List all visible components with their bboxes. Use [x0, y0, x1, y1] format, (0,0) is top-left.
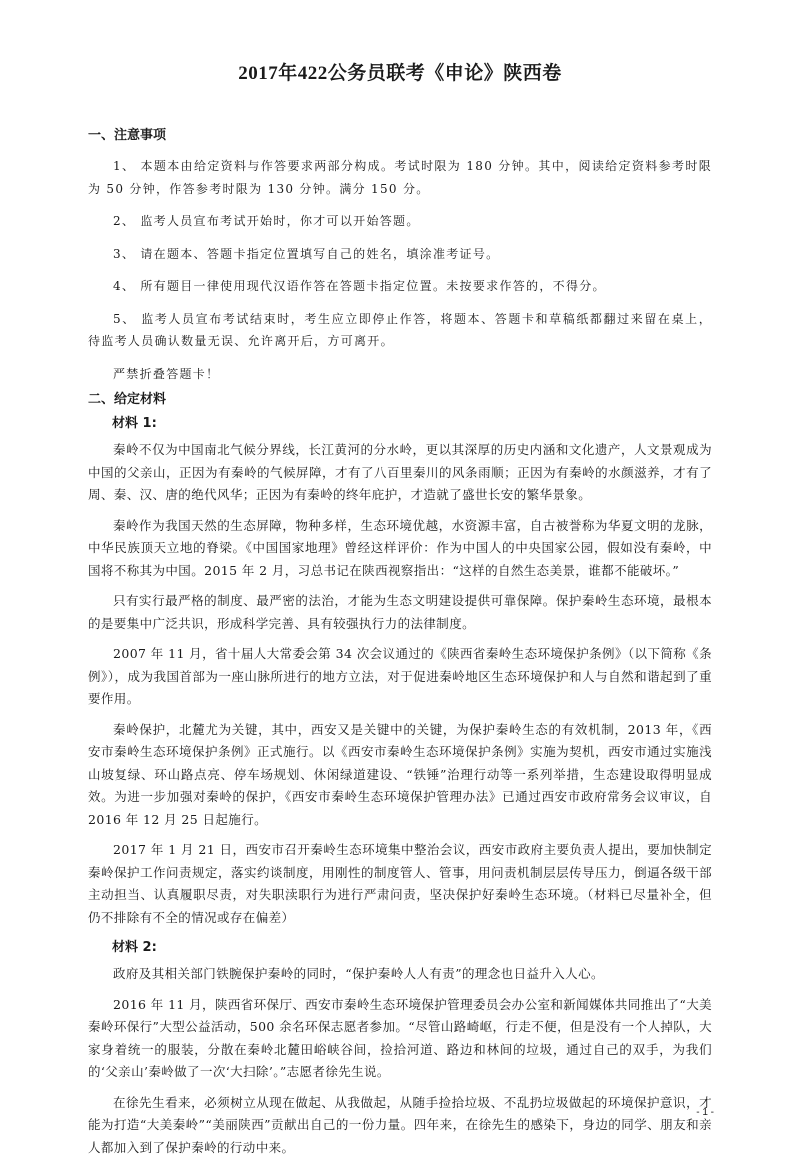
paragraph: 2007 年 11 月，省十届人大常委会第 34 次会议通过的《陕西省秦岭生态环境保护条例》（以下简称《条例》），成为我国首部为一座山脉所进行的地方立法，对于促进秦岭地区生态环境保护和人与自然和谐起到了重要作用。 [88, 643, 712, 711]
paragraph: 政府及其相关部门铁腕保护秦岭的同时，“保护秦岭人人有责”的理念也日益升入人心。 [88, 963, 712, 986]
note-item: 2、 监考人员宣布考试开始时，你才可以开始答题。 [88, 210, 712, 233]
paragraph: 秦岭作为我国天然的生态屏障，物种多样，生态环境优越，水资源丰富，自古被誉称为华夏文明的龙脉，中华民族顶天立地的脊梁。《中国国家地理》曾经这样评价：作为中国人的中央国家公园，假如没有秦岭，中国将不称其为中国。2015 年 2 月，习总书记在陕西视察指出：“这样的自然生态美景，谁都不能破坏。” [88, 515, 712, 583]
section-heading-materials: 二、给定材料 [88, 389, 712, 411]
note-item: 1、 本题本由给定资料与作答要求两部分构成。考试时限为 180 分钟。其中，阅读给定资料参考时限为 50 分钟，作答参考时限为 130 分钟。满分 150 分。 [88, 155, 712, 200]
document-title: 2017年422公务员联考《申论》陕西卷 [88, 58, 712, 85]
note-warning: 严禁折叠答题卡！ [88, 363, 712, 386]
note-item: 5、 监考人员宣布考试结束时，考生应立即停止作答，将题本、答题卡和草稿纸都翻过来留在桌上，待监考人员确认数量无误、允许离开后，方可离开。 [88, 308, 712, 353]
material-2-label: 材料 2: [112, 937, 712, 959]
notes-list [88, 155, 712, 385]
note-item: 3、 请在题本、答题卡指定位置填写自己的姓名，填涂准考证号。 [88, 243, 712, 266]
paragraph: 只有实行最严格的制度、最严密的法治，才能为生态文明建设提供可靠保障。保护秦岭生态环境，最根本的是要集中广泛共识，形成科学完善、具有较强执行力的法律制度。 [88, 590, 712, 635]
paragraph: 在徐先生看来，必须树立从现在做起、从我做起，从随手捡拾垃圾、不乱扔垃圾做起的环境保护意识，才能为打造“大美秦岭”“美丽陕西”贡献出自己的一份力量。四年来，在徐先生的感染下，身边的同学、朋友和亲人都加入到了保护秦岭的行动中来。 [88, 1092, 712, 1159]
paragraph: 秦岭保护，北麓尤为关键，其中，西安又是关键中的关键，为保护秦岭生态的有效机制，2013 年，《西安市秦岭生态环境保护条例》正式施行。以《西安市秦岭生态环境保护条例》实施为契机，西安市通过实施浅山坡复绿、环山路点亮、停车场规划、休闲绿道建设、“铁锤”治理行动等一系列举措，生态建设取得明显成效。为进一步加强对秦岭的保护，《西安市秦岭生态环境保护管理办法》已通过西安市政府常务会议审议，自 2016 年 12 月 25 日起施行。 [88, 719, 712, 832]
page-number: - 1 - [696, 1107, 714, 1118]
material-1-label: 材料 1: [112, 413, 712, 435]
section-heading-notes: 一、注意事项 [88, 125, 712, 147]
note-item: 4、 所有题目一律使用现代汉语作答在答题卡指定位置。未按要求作答的，不得分。 [88, 275, 712, 298]
paragraph: 2017 年 1 月 21 日，西安市召开秦岭生态环境集中整治会议，西安市政府主要负责人提出，要加快制定秦岭保护工作问责规定，落实约谈制度，用刚性的制度管人、管事，用问责机制层层传导压力，倒逼各级干部主动担当、认真履职尽责，对失职渎职行为进行严肃问责，坚决保护好秦岭生态环境。（材料已尽量补全，但仍不排除有不全的情况或存在偏差） [88, 839, 712, 929]
paragraph: 2016 年 11 月，陕西省环保厅、西安市秦岭生态环境保护管理委员会办公室和新闻媒体共同推出了“大美秦岭环保行”大型公益活动，500 余名环保志愿者参加。“尽管山路崎岖，行走不便，但是没有一个人掉队，大家身着统一的服装，分散在秦岭北麓田峪峡谷间，捡拾河道、路边和林间的垃圾，通过自己的双手，为我们的‘父亲山’秦岭做了一次‘大扫除’。”志愿者徐先生说。 [88, 994, 712, 1084]
paragraph: 秦岭不仅为中国南北气候分界线，长江黄河的分水岭，更以其深厚的历史内涵和文化遗产，人文景观成为中国的父亲山，正因为有秦岭的气候屏障，才有了八百里秦川的风条雨顺；正因为有秦岭的水颜滋养，才有了周、秦、汉、唐的绝代风华；正因为有秦岭的终年庇护，才造就了盛世长安的繁华景象。 [88, 439, 712, 507]
